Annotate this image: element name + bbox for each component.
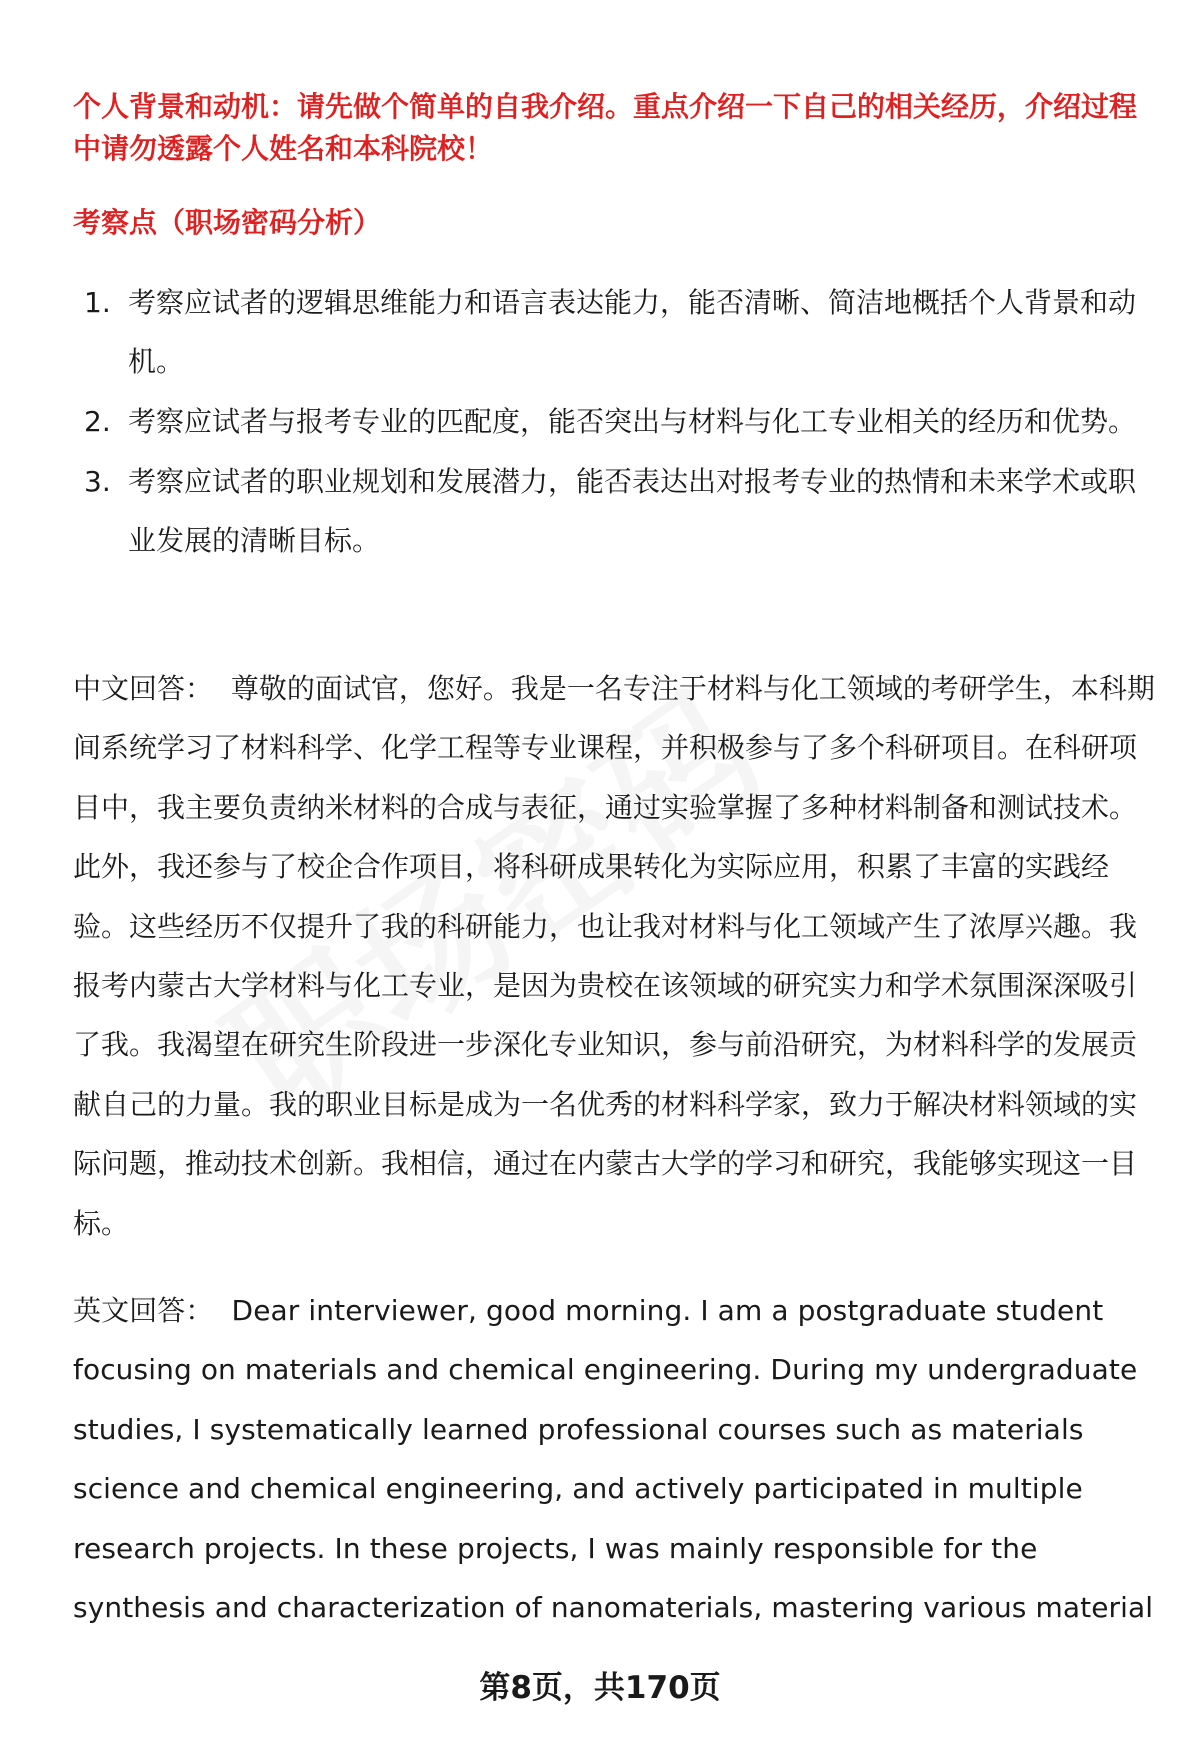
list-item: [84, 452, 1144, 570]
list-item: [84, 392, 1144, 451]
chinese-answer: [73, 659, 1163, 1253]
assessment-points-title: 考察点（职场密码分析）: [73, 206, 382, 239]
english-answer-text: Dear interviewer, good morning. I am a postgraduate student focusing on materials and chemical engineering. During my undergraduate studies, I systematically learned professional courses such as materials science and chemical engineering, and actively participated in multiple research projects. In these projects, I was mainly responsible for the synthesis and characterization of nanomaterials, mastering various material: [73, 1294, 1154, 1625]
chinese-answer-label: 中文回答：: [73, 672, 214, 705]
assessment-points-list: [84, 273, 1144, 571]
list-item-text: 考察应试者的职业规划和发展潜力，能否表达出对报考专业的热情和未来学术或职业发展的清晰目标。: [128, 465, 1137, 557]
list-item-number: 1.: [84, 286, 111, 319]
question-heading: 个人背景和动机：请先做个简单的自我介绍。重点介绍一下自己的相关经历，介绍过程中请勿透露个人姓名和本科院校！: [73, 90, 1138, 165]
list-item-text: 考察应试者与报考专业的匹配度，能否突出与材料与化工专业相关的经历和优势。: [128, 405, 1137, 438]
english-answer-label: 英文回答：: [73, 1294, 214, 1327]
list-item-number: 2.: [84, 405, 111, 438]
list-item-text: 考察应试者的逻辑思维能力和语言表达能力，能否清晰、简洁地概括个人背景和动机。: [128, 286, 1137, 378]
chinese-answer-text: 尊敬的面试官，您好。我是一名专注于材料与化工领域的考研学生，本科期间系统学习了材料科学、化学工程等专业课程，并积极参与了多个科研项目。在科研项目中，我主要负责纳米材料的合成与表征，通过实验掌握了多种材料制备和测试技术。此外，我还参与了校企合作项目，将科研成果转化为实际应用，积累了丰富的实践经验。这些经历不仅提升了我的科研能力，也让我对材料与化工领域产生了浓厚兴趣。我报考内蒙古大学材料与化工专业，是因为贵校在该领域的研究实力和学术氛围深深吸引了我。我渴望在研究生阶段进一步深化专业知识，参与前沿研究，为材料科学的发展贡献自己的力量。我的职业目标是成为一名优秀的材料科学家，致力于解决材料领域的实际问题，推动技术创新。我相信，通过在内蒙古大学的学习和研究，我能够实现这一目标。: [73, 672, 1155, 1240]
page-number-footer: 第8页，共170页: [479, 1670, 721, 1706]
english-answer: [73, 1281, 1163, 1637]
list-item-number: 3.: [84, 465, 111, 498]
list-item: [84, 273, 1144, 391]
